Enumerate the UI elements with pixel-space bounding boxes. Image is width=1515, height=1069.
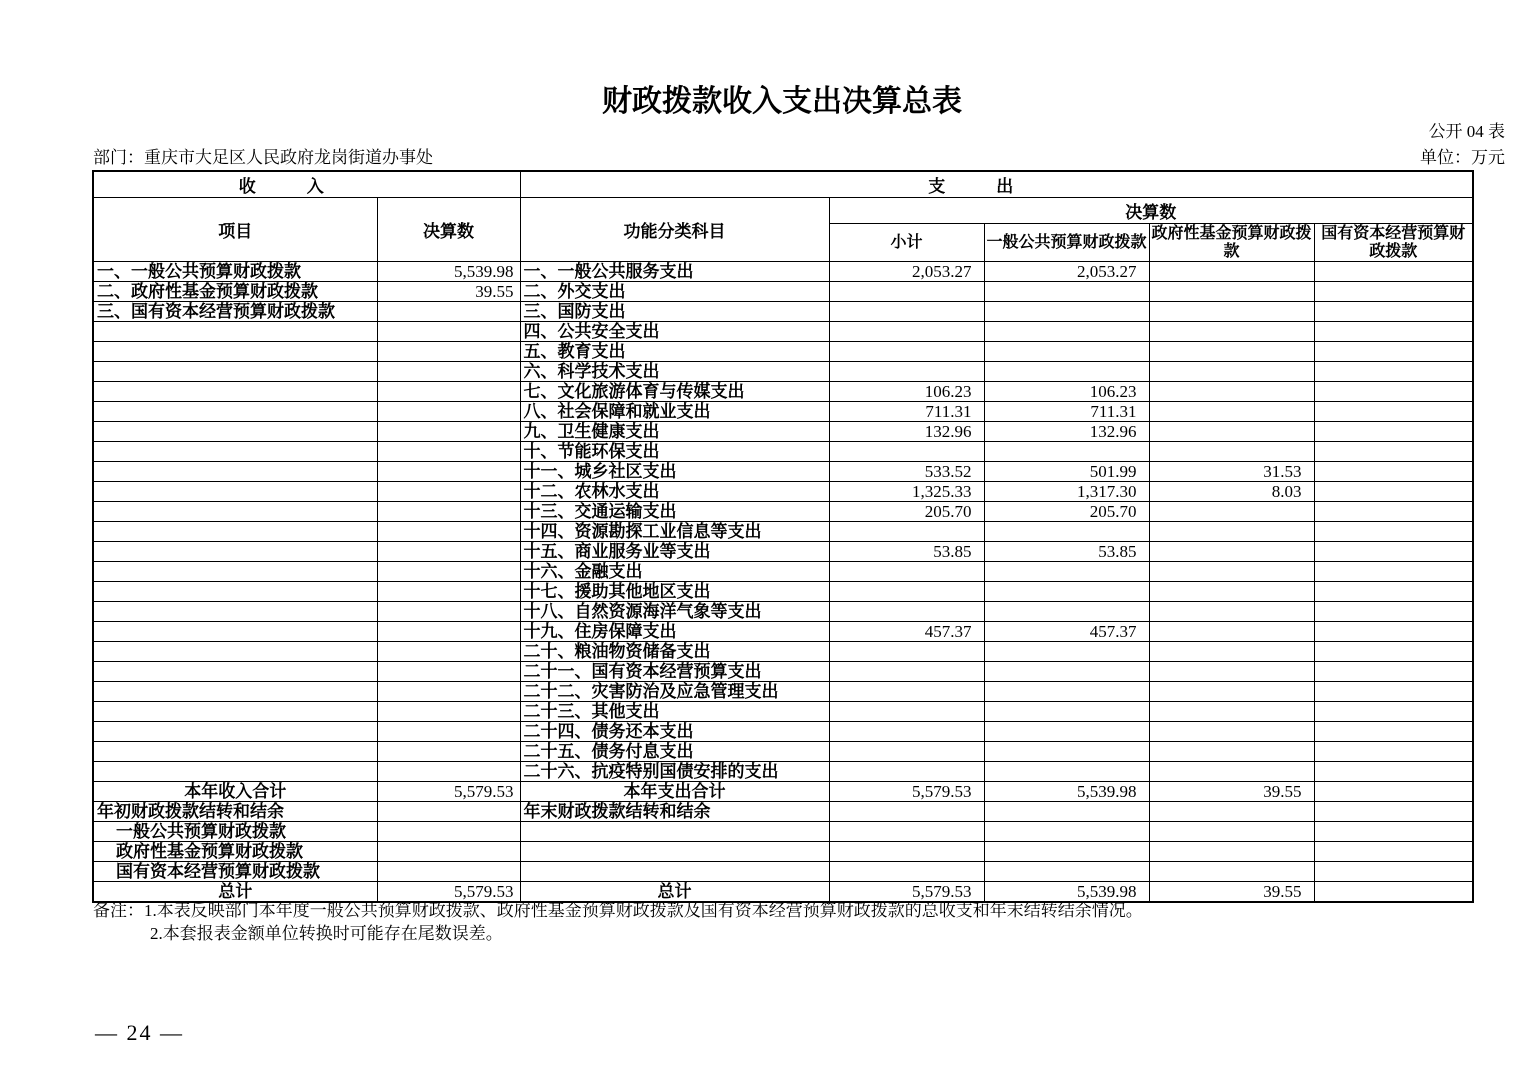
general-public-cell: 711.31 — [984, 402, 1149, 422]
subtotal-cell: 132.96 — [829, 422, 984, 442]
income-value-cell — [377, 582, 520, 602]
table-row — [93, 442, 1473, 462]
income-item-cell — [93, 582, 377, 602]
income-item-cell: 一、一般公共预算财政拨款 — [93, 262, 377, 282]
subtotal-cell — [829, 442, 984, 462]
income-item-cell — [93, 442, 377, 462]
table-row — [93, 722, 1473, 742]
table-row — [93, 422, 1473, 442]
table-row — [93, 462, 1473, 482]
expense-item-cell: 十六、金融支出 — [520, 562, 829, 582]
income-item-cell: 一般公共预算财政拨款 — [93, 822, 377, 842]
income-value-cell — [377, 402, 520, 422]
state-capital-cell — [1314, 602, 1473, 622]
state-capital-cell — [1314, 802, 1473, 822]
income-value-cell — [377, 702, 520, 722]
general-public-cell: 132.96 — [984, 422, 1149, 442]
expense-item-cell: 十五、商业服务业等支出 — [520, 542, 829, 562]
table-row — [93, 262, 1473, 282]
expense-item-cell: 五、教育支出 — [520, 342, 829, 362]
expense-item-cell: 本年支出合计 — [520, 782, 829, 802]
table-row — [93, 342, 1473, 362]
expense-item-cell: 七、文化旅游体育与传媒支出 — [520, 382, 829, 402]
state-capital-cell — [1314, 262, 1473, 282]
table-row — [93, 302, 1473, 322]
income-item-cell — [93, 762, 377, 782]
income-item-cell — [93, 602, 377, 622]
income-value-cell: 5,579.53 — [377, 882, 520, 903]
expense-item-cell: 四、公共安全支出 — [520, 322, 829, 342]
unit-label: 单位：万元 — [1420, 148, 1505, 167]
general-public-cell — [984, 662, 1149, 682]
expense-item-cell: 总计 — [520, 882, 829, 903]
expense-item-cell: 十三、交通运输支出 — [520, 502, 829, 522]
table-code-label: 公开 04 表 — [1428, 122, 1505, 141]
table-row — [93, 322, 1473, 342]
group-header-row — [93, 198, 1473, 224]
gov-fund-cell — [1149, 722, 1314, 742]
gov-fund-cell — [1149, 262, 1314, 282]
subtotal-cell — [829, 642, 984, 662]
state-capital-cell — [1314, 282, 1473, 302]
table-row — [93, 562, 1473, 582]
income-item-cell — [93, 342, 377, 362]
income-value-cell: 5,539.98 — [377, 262, 520, 282]
general-public-cell — [984, 282, 1149, 302]
gov-fund-cell — [1149, 302, 1314, 322]
state-capital-cell — [1314, 342, 1473, 362]
general-public-cell — [984, 862, 1149, 882]
function-subject-column-header: 功能分类科目 — [520, 198, 829, 262]
subtotal-cell — [829, 582, 984, 602]
general-public-cell — [984, 562, 1149, 582]
income-item-cell — [93, 742, 377, 762]
gov-fund-cell — [1149, 602, 1314, 622]
income-value-cell — [377, 322, 520, 342]
income-value-cell — [377, 442, 520, 462]
table-row — [93, 762, 1473, 782]
income-value-cell — [377, 522, 520, 542]
gov-fund-cell — [1149, 562, 1314, 582]
page-number: — 24 — — [95, 1020, 184, 1045]
income-item-cell: 本年收入合计 — [93, 782, 377, 802]
income-value-cell — [377, 302, 520, 322]
gov-fund-cell — [1149, 702, 1314, 722]
state-capital-cell — [1314, 322, 1473, 342]
gov-fund-cell: 8.03 — [1149, 482, 1314, 502]
table-row — [93, 642, 1473, 662]
income-item-cell: 三、国有资本经营预算财政拨款 — [93, 302, 377, 322]
income-value-cell — [377, 802, 520, 822]
income-item-cell — [93, 542, 377, 562]
note-line-2: 2.本套报表金额单位转换时可能存在尾数误差。 — [150, 924, 503, 943]
state-capital-cell — [1314, 842, 1473, 862]
gov-fund-cell — [1149, 622, 1314, 642]
income-value-cell: 39.55 — [377, 282, 520, 302]
table-row — [93, 682, 1473, 702]
table-row — [93, 842, 1473, 862]
state-capital-cell — [1314, 822, 1473, 842]
income-item-cell — [93, 682, 377, 702]
table-row — [93, 402, 1473, 422]
table-row — [93, 822, 1473, 842]
expense-item-cell: 六、科学技术支出 — [520, 362, 829, 382]
income-item-cell: 总计 — [93, 882, 377, 903]
meta-line — [93, 143, 1505, 168]
subtotal-cell — [829, 722, 984, 742]
gov-fund-cell — [1149, 802, 1314, 822]
expense-item-cell: 十八、自然资源海洋气象等支出 — [520, 602, 829, 622]
expense-item-cell: 三、国防支出 — [520, 302, 829, 322]
income-item-cell — [93, 402, 377, 422]
income-item-cell: 年初财政拨款结转和结余 — [93, 802, 377, 822]
expense-item-cell: 二十三、其他支出 — [520, 702, 829, 722]
general-public-cell: 1,317.30 — [984, 482, 1149, 502]
income-item-cell: 二、政府性基金预算财政拨款 — [93, 282, 377, 302]
gov-fund-cell — [1149, 402, 1314, 422]
table-row — [93, 362, 1473, 382]
gov-fund-cell: 31.53 — [1149, 462, 1314, 482]
general-public-cell: 2,053.27 — [984, 262, 1149, 282]
table-row — [93, 482, 1473, 502]
expense-item-cell: 一、一般公共服务支出 — [520, 262, 829, 282]
subtotal-cell: 5,579.53 — [829, 782, 984, 802]
income-value-cell — [377, 842, 520, 862]
fiscal-summary-table — [92, 170, 1474, 903]
general-public-cell — [984, 722, 1149, 742]
state-capital-cell — [1314, 722, 1473, 742]
gov-fund-cell — [1149, 542, 1314, 562]
expense-item-cell: 十四、资源勘探工业信息等支出 — [520, 522, 829, 542]
income-final-column-header: 决算数 — [377, 198, 520, 262]
gov-fund-cell — [1149, 322, 1314, 342]
income-item-cell — [93, 562, 377, 582]
table-row — [93, 502, 1473, 522]
table-row — [93, 282, 1473, 302]
gov-fund-cell — [1149, 502, 1314, 522]
expense-item-cell: 九、卫生健康支出 — [520, 422, 829, 442]
subtotal-cell — [829, 702, 984, 722]
expense-item-cell — [520, 842, 829, 862]
income-value-cell — [377, 682, 520, 702]
subtotal-cell: 533.52 — [829, 462, 984, 482]
general-public-cell: 5,539.98 — [984, 882, 1149, 903]
gov-fund-cell — [1149, 822, 1314, 842]
expense-item-cell: 八、社会保障和就业支出 — [520, 402, 829, 422]
subtotal-cell: 711.31 — [829, 402, 984, 422]
income-value-cell — [377, 622, 520, 642]
table-row — [93, 522, 1473, 542]
table-body — [93, 262, 1473, 903]
state-capital-cell — [1314, 702, 1473, 722]
subtotal-cell — [829, 762, 984, 782]
state-capital-cell — [1314, 402, 1473, 422]
general-public-cell: 5,539.98 — [984, 782, 1149, 802]
table-row — [93, 742, 1473, 762]
income-value-cell — [377, 862, 520, 882]
expense-item-cell — [520, 862, 829, 882]
income-value-cell — [377, 722, 520, 742]
income-item-cell: 政府性基金预算财政拨款 — [93, 842, 377, 862]
income-item-cell — [93, 522, 377, 542]
income-item-cell — [93, 482, 377, 502]
gov-fund-cell — [1149, 862, 1314, 882]
income-item-cell — [93, 502, 377, 522]
expense-item-cell: 二、外交支出 — [520, 282, 829, 302]
income-section-header: 收入 — [93, 171, 520, 198]
expense-item-cell: 二十一、国有资本经营预算支出 — [520, 662, 829, 682]
gov-fund-cell — [1149, 282, 1314, 302]
state-capital-cell — [1314, 622, 1473, 642]
general-public-cell — [984, 442, 1149, 462]
expense-item-cell: 二十四、债务还本支出 — [520, 722, 829, 742]
gov-fund-cell — [1149, 382, 1314, 402]
general-public-column-header: 一般公共预算财政拨款 — [984, 224, 1149, 262]
expense-item-cell: 二十五、债务付息支出 — [520, 742, 829, 762]
state-capital-cell — [1314, 382, 1473, 402]
income-value-cell — [377, 422, 520, 442]
subtotal-cell: 205.70 — [829, 502, 984, 522]
gov-fund-cell: 39.55 — [1149, 782, 1314, 802]
subtotal-cell — [829, 662, 984, 682]
income-value-cell — [377, 382, 520, 402]
state-capital-cell — [1314, 542, 1473, 562]
expense-item-cell: 十一、城乡社区支出 — [520, 462, 829, 482]
general-public-cell: 205.70 — [984, 502, 1149, 522]
subtotal-cell — [829, 522, 984, 542]
subtotal-cell — [829, 742, 984, 762]
subtotal-cell — [829, 682, 984, 702]
state-capital-cell — [1314, 462, 1473, 482]
department-label: 部门：重庆市大足区人民政府龙岗街道办事处 — [93, 148, 433, 167]
gov-fund-cell — [1149, 682, 1314, 702]
notes — [93, 899, 1473, 945]
subtotal-cell — [829, 302, 984, 322]
subtotal-cell: 106.23 — [829, 382, 984, 402]
gov-fund-cell — [1149, 422, 1314, 442]
income-value-cell — [377, 562, 520, 582]
subtotal-cell — [829, 342, 984, 362]
income-item-cell — [93, 622, 377, 642]
table-row — [93, 602, 1473, 622]
state-capital-cell — [1314, 782, 1473, 802]
income-value-cell — [377, 462, 520, 482]
general-public-cell — [984, 322, 1149, 342]
table-row — [93, 622, 1473, 642]
expense-item-cell: 年末财政拨款结转和结余 — [520, 802, 829, 822]
table-row — [93, 702, 1473, 722]
table-row — [93, 542, 1473, 562]
income-item-cell — [93, 702, 377, 722]
subtotal-cell — [829, 562, 984, 582]
state-capital-cell — [1314, 442, 1473, 462]
expense-item-cell: 二十二、灾害防治及应急管理支出 — [520, 682, 829, 702]
income-item-cell — [93, 722, 377, 742]
general-public-cell — [984, 682, 1149, 702]
gov-fund-cell — [1149, 582, 1314, 602]
general-public-cell — [984, 842, 1149, 862]
income-value-cell — [377, 742, 520, 762]
gov-fund-cell — [1149, 642, 1314, 662]
state-capital-cell — [1314, 742, 1473, 762]
income-item-cell — [93, 322, 377, 342]
expense-item-cell: 十二、农林水支出 — [520, 482, 829, 502]
table-row — [93, 662, 1473, 682]
state-capital-cell — [1314, 662, 1473, 682]
income-item-cell — [93, 422, 377, 442]
expense-item-cell: 十、节能环保支出 — [520, 442, 829, 462]
subtotal-cell: 1,325.33 — [829, 482, 984, 502]
expense-final-group-header: 决算数 — [829, 198, 1473, 224]
expense-section-header: 支出 — [520, 171, 1473, 198]
general-public-cell: 106.23 — [984, 382, 1149, 402]
general-public-cell — [984, 522, 1149, 542]
gov-fund-column-header: 政府性基金预算财政拨款 — [1149, 224, 1314, 262]
income-item-cell — [93, 362, 377, 382]
general-public-cell — [984, 362, 1149, 382]
income-value-cell — [377, 762, 520, 782]
general-public-cell — [984, 602, 1149, 622]
gov-fund-cell — [1149, 742, 1314, 762]
state-capital-cell — [1314, 642, 1473, 662]
income-value-cell — [377, 662, 520, 682]
subtotal-cell — [829, 282, 984, 302]
income-item-cell — [93, 382, 377, 402]
general-public-cell — [984, 642, 1149, 662]
state-capital-cell — [1314, 562, 1473, 582]
section-header-row — [93, 171, 1473, 198]
income-value-cell: 5,579.53 — [377, 782, 520, 802]
state-capital-cell — [1314, 762, 1473, 782]
state-capital-cell — [1314, 682, 1473, 702]
income-value-cell — [377, 482, 520, 502]
subtotal-cell — [829, 602, 984, 622]
subtotal-column-header: 小计 — [829, 224, 984, 262]
gov-fund-cell — [1149, 522, 1314, 542]
general-public-cell: 53.85 — [984, 542, 1149, 562]
state-capital-cell — [1314, 422, 1473, 442]
state-capital-cell — [1314, 522, 1473, 542]
general-public-cell — [984, 302, 1149, 322]
expense-item-cell: 二十、粮油物资储备支出 — [520, 642, 829, 662]
general-public-cell — [984, 762, 1149, 782]
general-public-cell — [984, 802, 1149, 822]
gov-fund-cell — [1149, 342, 1314, 362]
subtotal-cell: 53.85 — [829, 542, 984, 562]
note-line-1: 备注：1.本表反映部门本年度一般公共预算财政拨款、政府性基金预算财政拨款及国有资本经营预算财政拨款的总收支和年末结转结余情况。 — [93, 901, 1143, 920]
income-value-cell — [377, 642, 520, 662]
state-capital-cell — [1314, 582, 1473, 602]
income-value-cell — [377, 822, 520, 842]
general-public-cell — [984, 822, 1149, 842]
subtotal-cell: 2,053.27 — [829, 262, 984, 282]
state-capital-cell — [1314, 482, 1473, 502]
income-item-cell — [93, 462, 377, 482]
gov-fund-cell — [1149, 362, 1314, 382]
table-row — [93, 382, 1473, 402]
general-public-cell: 501.99 — [984, 462, 1149, 482]
gov-fund-cell — [1149, 762, 1314, 782]
income-item-cell — [93, 642, 377, 662]
income-value-cell — [377, 602, 520, 622]
subtotal-cell — [829, 842, 984, 862]
subtotal-cell — [829, 802, 984, 822]
subtotal-cell: 5,579.53 — [829, 882, 984, 903]
gov-fund-cell — [1149, 842, 1314, 862]
state-capital-cell — [1314, 302, 1473, 322]
subtotal-cell — [829, 822, 984, 842]
expense-item-cell: 二十六、抗疫特别国债安排的支出 — [520, 762, 829, 782]
subtotal-cell — [829, 362, 984, 382]
general-public-cell — [984, 742, 1149, 762]
state-capital-cell — [1314, 362, 1473, 382]
state-capital-cell — [1314, 862, 1473, 882]
income-value-cell — [377, 362, 520, 382]
general-public-cell — [984, 582, 1149, 602]
expense-item-cell: 十九、住房保障支出 — [520, 622, 829, 642]
page-title: 财政拨款收入支出决算总表 — [602, 85, 962, 118]
general-public-cell — [984, 702, 1149, 722]
table-row — [93, 782, 1473, 802]
income-item-cell: 国有资本经营预算财政拨款 — [93, 862, 377, 882]
table-row — [93, 582, 1473, 602]
state-capital-cell — [1314, 502, 1473, 522]
expense-item-cell: 十七、援助其他地区支出 — [520, 582, 829, 602]
expense-item-cell — [520, 822, 829, 842]
gov-fund-cell — [1149, 662, 1314, 682]
subtotal-cell: 457.37 — [829, 622, 984, 642]
subtotal-cell — [829, 862, 984, 882]
income-value-cell — [377, 502, 520, 522]
income-value-cell — [377, 342, 520, 362]
item-column-header: 项目 — [93, 198, 377, 262]
table-row — [93, 802, 1473, 822]
subtotal-cell — [829, 322, 984, 342]
general-public-cell — [984, 342, 1149, 362]
income-value-cell — [377, 542, 520, 562]
gov-fund-cell: 39.55 — [1149, 882, 1314, 903]
general-public-cell: 457.37 — [984, 622, 1149, 642]
table-row — [93, 862, 1473, 882]
gov-fund-cell — [1149, 442, 1314, 462]
income-item-cell — [93, 662, 377, 682]
state-capital-column-header: 国有资本经营预算财政拨款 — [1314, 224, 1473, 262]
